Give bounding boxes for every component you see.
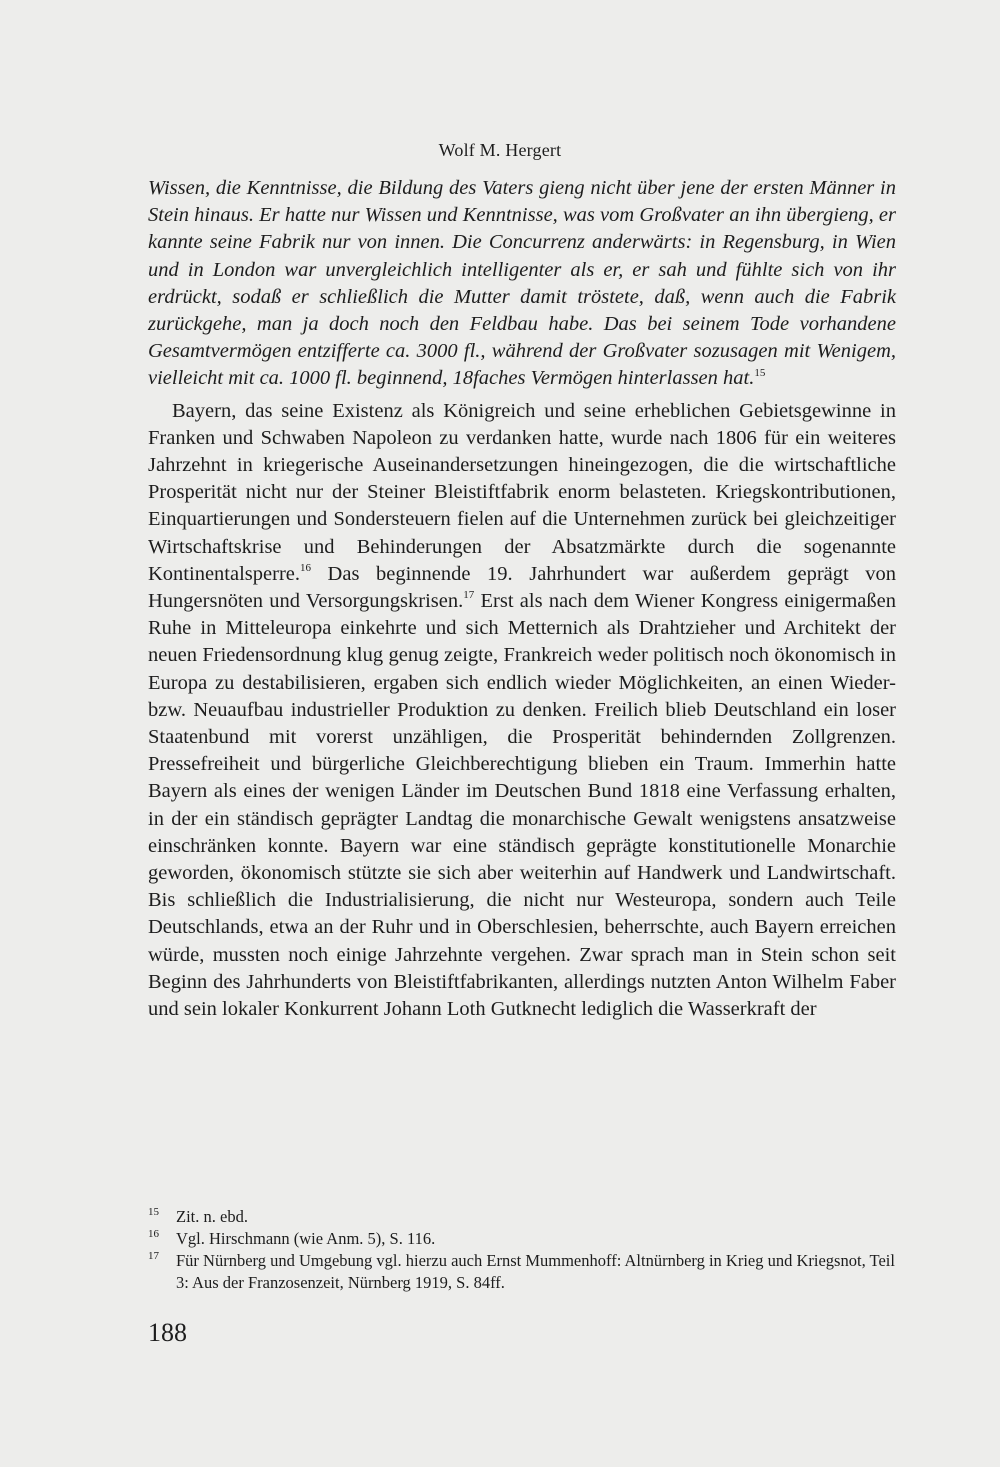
footnote-number: 16 (148, 1228, 159, 1240)
body-paragraph (148, 398, 896, 1024)
footnote (148, 1228, 900, 1250)
main-text (148, 175, 896, 1023)
footnote-number: 17 (148, 1250, 159, 1262)
footnote-ref-15[interactable]: 15 (754, 366, 766, 379)
footnote (148, 1250, 900, 1294)
page-number: 188 (148, 1318, 187, 1347)
footnotes (148, 1206, 900, 1294)
running-head: Wolf M. Hergert (438, 140, 562, 160)
footnote-ref-16[interactable]: 16 (300, 562, 311, 575)
footnote-text: Zit. n. ebd. (176, 1207, 248, 1226)
footnote (148, 1206, 900, 1228)
paragraph-text-3: Erst als nach dem Wiener Kongress einigermaßen Ruhe in Mitteleuropa einkehrte und sich Metternich als Drahtzieher und Architekt der neuen Friedensordnung klug genug zeigte, Frankreich weder politisch noch ökonomisch in Europa zu destabilisieren, ergaben sich endlich wieder Möglichkeiten, an einen Wieder- bzw. Neuaufbau industrieller Produktion zu denken. Freilich blieb Deutschland ein loser Staatenbund mit vorerst unzähligen, die Prosperität behindernden Zollgrenzen. Pressefreiheit und bürgerliche Gleichberechtigung blieben ein Traum. Immerhin hatte Bayern als eines der wenigen Länder im Deutschen Bund 1818 eine Verfassung erhalten, in der ein ständisch geprägter Landtag die monarchische Gewalt wenigstens ansatzweise einschränken konnte. Bayern war eine ständisch geprägte konstitutionelle Monarchie geworden, ökonomisch stützte sie sich aber weiterhin auf Handwerk und Landwirtschaft. Bis schließlich die Industrialisierung, die nicht nur Westeuropa, sondern auch Teile Deutschlands, etwa an der Ruhr und in Oberschlesien, beherrschte, auch Bayern erreichen würde, mussten noch einige Jahrzehnte vergehen. Zwar sprach man in Stein schon seit Beginn des Jahrhunderts von Bleistiftfabrikanten, allerdings nutzten Anton Wilhelm Faber und sein lokaler Konkurrent Johann Loth Gutknecht lediglich die Wasserkraft der (148, 590, 896, 1021)
paragraph-text-1: Bayern, das seine Existenz als Königreich und seine erheblichen Gebietsgewinne in Franken und Schwaben Napoleon zu verdanken hatte, wurde nach 1806 für ein weiteres Jahrzehnt in kriegerische Auseinandersetzungen hineingezogen, die die wirtschaftliche Prosperität nicht nur der Steiner Bleistiftfabrik enorm belasteten. Kriegskontributionen, Einquartierungen und Sondersteuern fielen auf die Unternehmen zurück bei gleichzeitiger Wirtschaftskrise und Behinderungen der Absatzmärkte durch die sogenannte Kontinentalsperre. (148, 399, 896, 585)
footnote-number: 15 (148, 1206, 159, 1218)
block-quote (148, 175, 896, 393)
footnote-text: Für Nürnberg und Umgebung vgl. hierzu auch Ernst Mummenhoff: Altnürnberg in Krieg und Kriegsnot, Teil 3: Aus der Franzosenzeit, Nürnberg 1919, S. 84ff. (176, 1251, 895, 1292)
footnote-text: Vgl. Hirschmann (wie Anm. 5), S. 116. (176, 1229, 436, 1248)
paragraph-text-2: Das beginnende 19. Jahrhundert war außerdem geprägt von Hungersnöten und Versorgungskrisen. (148, 562, 896, 613)
quote-text: Wissen, die Kenntnisse, die Bildung des Vaters gieng nicht über jene der ersten Männer in Stein hinaus. Er hatte nur Wissen und Kenntnisse, was vom Großvater an ihn übergieng, er kannte seine Fabrik nur von innen. Die Concurrenz anderwärts: in Regensburg, in Wien und in London war unvergleichlich intelligenter als er, er sah und fühlte sich von ihr erdrückt, sodaß er schließlich die Mutter damit tröstete, daß, wenn auch die Fabrik zurückgehe, man ja doch noch den Feldbau habe. Das bei seinem Tode vorhandene Gesamtvermögen entzifferte ca. 3000 fl., während der Großvater sozusagen mit Wenigem, vielleicht mit ca. 1000 fl. beginnend, 18faches Vermögen hinterlassen hat. (148, 177, 896, 390)
footnote-ref-17[interactable]: 17 (463, 589, 475, 602)
